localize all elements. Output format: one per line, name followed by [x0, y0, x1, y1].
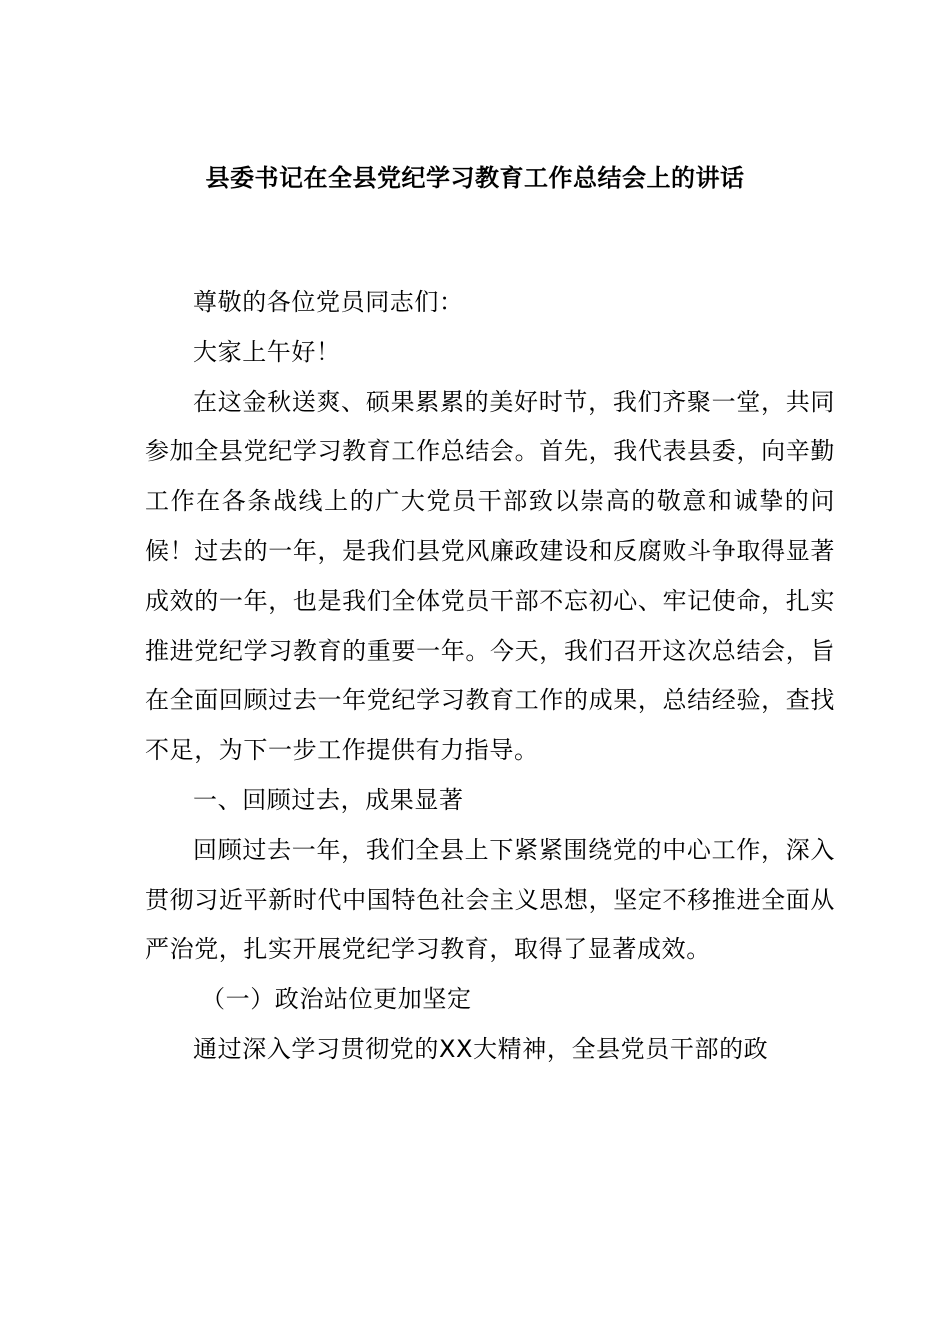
- document-title: 县委书记在全县党纪学习教育工作总结会上的讲话: [205, 164, 745, 192]
- section-1-paragraph: 回顾过去一年，我们全县上下紧紧围绕党的中心工作，深入贯彻习近平新时代中国特色社会主义思想，坚定不移推进全面从严治党，扎实开展党纪学习教育，取得了显著成效。: [145, 835, 835, 964]
- greeting: 大家上午好！: [193, 337, 341, 366]
- subsection-1-paragraph: 通过深入学习贯彻党的XX大精神，全县党员干部的政: [193, 1034, 769, 1063]
- intro-paragraph: 在这金秋送爽、硕果累累的美好时节，我们齐聚一堂，共同参加全县党纪学习教育工作总结会。首先，我代表县委，向辛勤工作在各条战线上的广大党员干部致以崇高的敬意和诚挚的问候！过去的一年，是我们县党风廉政建设和反腐败斗争取得显著成效的一年，也是我们全体党员干部不忘初心、牢记使命，扎实推进党纪学习教育的重要一年。今天，我们召开这次总结会，旨在全面回顾过去一年党纪学习教育工作的成果，总结经验，查找不足，为下一步工作提供有力指导。: [145, 387, 835, 765]
- salutation: 尊敬的各位党员同志们：: [193, 288, 464, 316]
- subsection-heading-1: （一）政治站位更加坚定: [201, 985, 472, 1014]
- section-heading-1: 一、回顾过去，成果显著: [193, 785, 464, 814]
- document-body: [145, 278, 835, 1075]
